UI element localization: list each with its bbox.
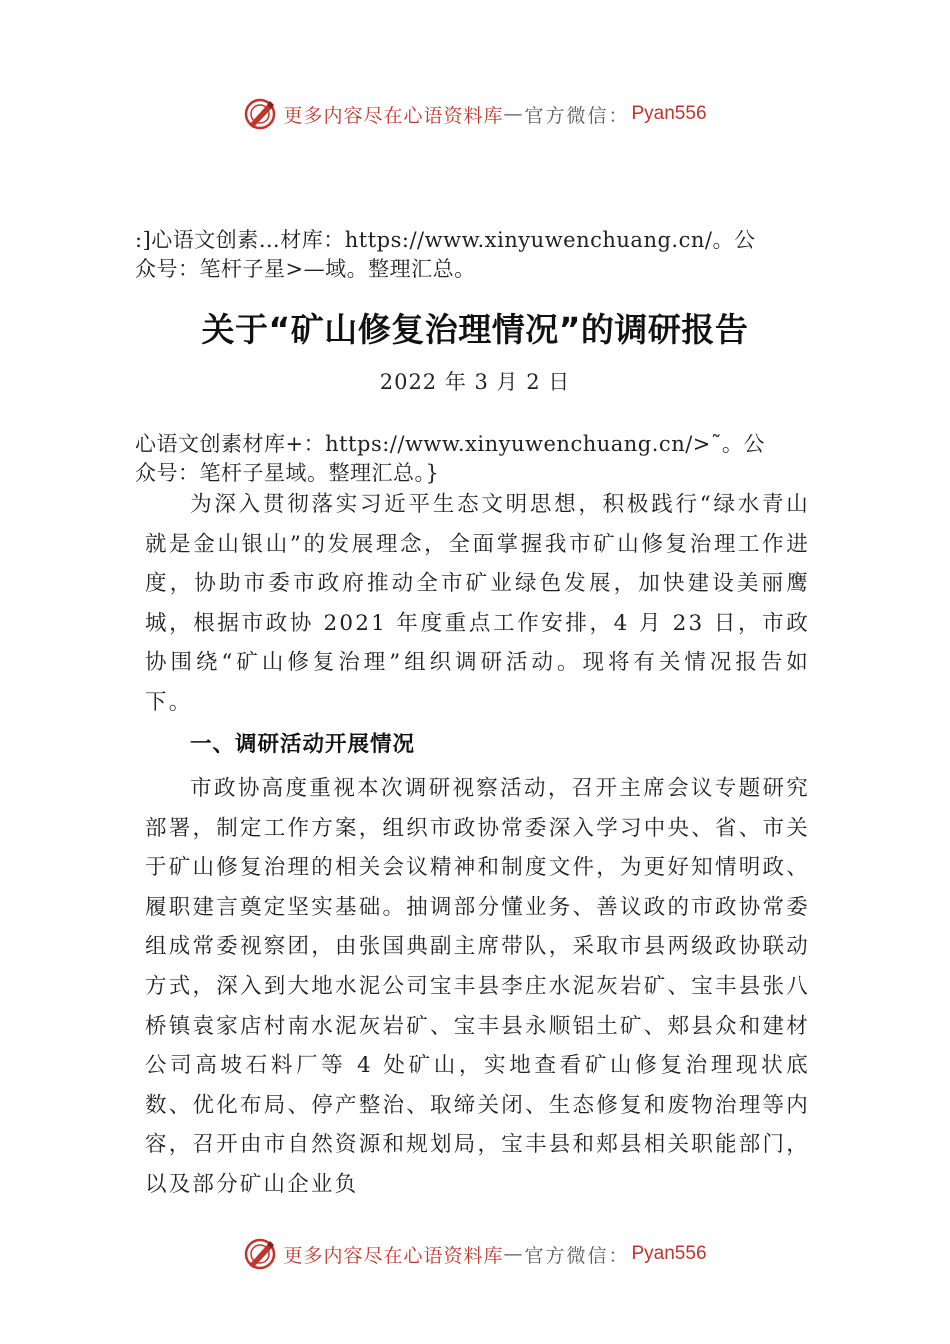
source-note-top (135, 226, 825, 284)
banner-dash: — (503, 1243, 525, 1265)
section-heading: 一、调研活动开展情况 (190, 732, 416, 757)
banner-wechat-id: Pyan556 (631, 103, 707, 124)
document-title: 关于“矿山修复治理情况”的调研报告 (201, 310, 749, 349)
banner-main-text: 更多内容尽在心语资料库 (283, 104, 504, 127)
footer-banner (0, 1234, 950, 1274)
source-note-line: :]心语文创素…材库：https://www.xinyuwenchuang.cn/。公 (135, 228, 756, 252)
document-date: 2022 年 3 月 2 日 (379, 370, 571, 394)
banner-main-text: 更多内容尽在心语资料库 (283, 1244, 504, 1267)
banner-wechat-id: Pyan556 (631, 1243, 707, 1264)
body-paragraph: 市政协高度重视本次调研视察活动，召开主席会议专题研究部署，制定工作方案，组织市政协常委深入学习中央、省、市关于矿山修复治理的相关会议精神和制度文件，为更好知情明政、履职建言奠定坚实基础。抽调部分懂业务、善议政的市政协常委组成常委视察团，由张国典副主席带队，采取市县两级政协联动方式，深入到大地水泥公司宝丰县李庄水泥灰岩矿、宝丰县张八桥镇袁家店村南水泥灰岩矿、宝丰县永顺铝土矿、郏县众和建材公司高坡石料厂等 4 处矿山，实地查看矿山修复治理现状底数、优化布局、停产整治、取缔关闭、生态修复和废物治理等内容，召开由市自然资源和规划局，宝丰县和郏县相关职能部门，以及部分矿山企业负 (145, 776, 810, 1197)
banner-dash: — (503, 103, 525, 125)
pen-logo-icon (243, 97, 277, 131)
source-note-line: 心语文创素材库+：https://www.xinyuwenchuang.cn/>˜。公 (135, 432, 765, 456)
pen-logo-icon (243, 1237, 277, 1271)
banner-sub-text: 官方微信： (524, 1244, 630, 1267)
source-note-middle (135, 430, 825, 488)
header-banner (0, 94, 950, 134)
banner-sub-text: 官方微信： (524, 104, 630, 127)
source-note-line: 众号：笔杆子星域。整理汇总。} (135, 461, 440, 485)
source-note-line: 众号：笔杆子星>—域。整理汇总。 (135, 257, 476, 281)
intro-paragraph: 为深入贯彻落实习近平生态文明思想，积极践行“绿水青山就是金山银山”的发展理念，全面掌握我市矿山修复治理工作进度，协助市委市政府推动全市矿业绿色发展，加快建设美丽鹰城，根据市政协 2021 年度重点工作安排，4 月 23 日，市政协围绕“矿山修复治理”组织调研活动。现将有关情况报告如下。 (145, 492, 810, 715)
